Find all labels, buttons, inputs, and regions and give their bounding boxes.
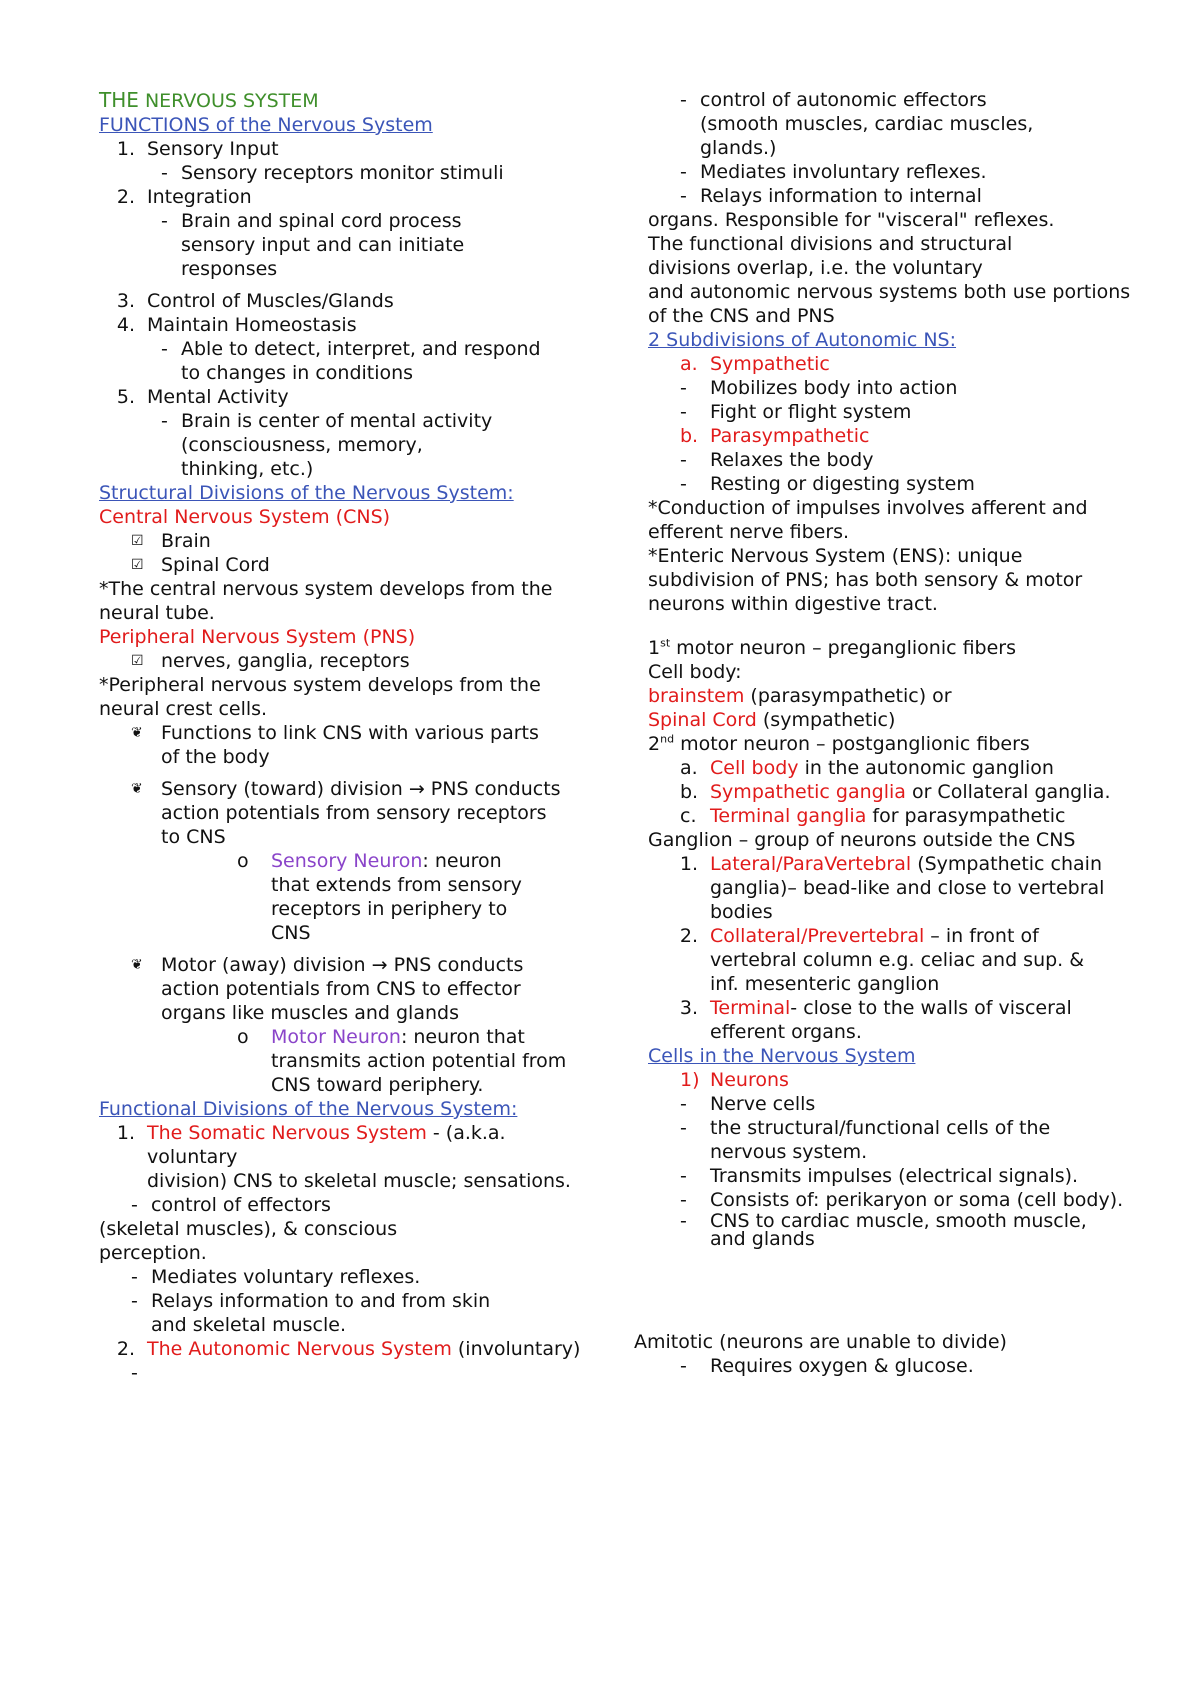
neuron-item: - Transmits impulses (electrical signals).	[680, 1165, 1079, 1187]
sympathetic-heading: a. Sympathetic	[680, 353, 830, 375]
pns-heading: Peripheral Nervous System (PNS)	[99, 626, 416, 648]
motor-division-item: ❦ Motor (away) division → PNS conducts action potentials from CNS to effector organs like muscles and glands	[131, 954, 524, 1024]
neuron-item: - Consists of: perikaryon or soma (cell body).	[680, 1189, 1124, 1211]
functions-heading: FUNCTIONS of the Nervous System	[99, 114, 433, 136]
function-item: 1. Sensory Input	[116, 138, 279, 160]
function-sub-item: - Able to detect, interpret, and respond to changes in conditions	[161, 338, 541, 384]
cells-heading: Cells in the Nervous System	[648, 1045, 916, 1067]
autonomic-cont: organs. Responsible for "visceral" reflexes.	[648, 209, 1055, 231]
sensory-division-item: ❦ Sensory (toward) division → PNS conducts action potentials from sensory receptors to CNS	[131, 778, 561, 848]
function-item: 2. Integration	[116, 186, 252, 208]
bullet-icon: ❦	[131, 781, 143, 797]
enteric-note: *Enteric Nervous System (ENS): unique subdivision of PNS; has both sensory & motor neurons within digestive tract.	[648, 545, 1083, 615]
function-item: 5. Mental Activity	[116, 386, 289, 408]
page-title	[99, 88, 589, 113]
autonomic-sub-item: - control of autonomic effectors (smooth muscles, cardiac muscles, glands.)	[680, 89, 1034, 159]
ganglion-definition: Ganglion – group of neurons outside the CNS	[648, 829, 1076, 851]
cell-body-label: Cell body:	[648, 661, 742, 683]
motor-neuron-term: Motor Neuron	[271, 1026, 401, 1048]
title-the: THE	[99, 88, 139, 112]
parasympathetic-heading: b. Parasympathetic	[680, 425, 870, 447]
left-column	[99, 88, 589, 1385]
motor-neuron-item: o Motor Neuron: neuron that transmits action potential from CNS toward periphery.	[237, 1026, 567, 1096]
sympathetic-item: - Mobilizes body into action	[680, 377, 958, 399]
pns-item: ☑ nerves, ganglia, receptors	[131, 650, 410, 672]
functional-heading: Functional Divisions of the Nervous System:	[99, 1098, 518, 1120]
functions-list	[99, 137, 589, 481]
somatic-line2: division) CNS to skeletal muscle; sensations.	[147, 1170, 571, 1192]
checkbox-icon: ☑	[131, 533, 144, 549]
neurons-heading: 1) Neurons	[680, 1069, 789, 1091]
overlap-text-2: and autonomic nervous systems both use portions of the CNS and PNS	[648, 281, 1131, 327]
checkbox-icon: ☑	[131, 557, 144, 573]
bullet-icon: ❦	[131, 957, 143, 973]
first-motor-neuron: 1st motor neuron – preganglionic fibers	[648, 636, 1017, 659]
function-sub-item: - Brain and spinal cord process sensory input and can initiate responses	[161, 210, 465, 280]
sensory-neuron-term: Sensory Neuron	[271, 850, 423, 872]
spinal-cord-line: Spinal Cord (sympathetic)	[648, 709, 896, 731]
pns-note: *Peripheral nervous system develops from the neural crest cells.	[99, 674, 541, 720]
subdivisions-heading: 2 Subdivisions of Autonomic NS:	[648, 329, 957, 351]
function-item: 3. Control of Muscles/Glands	[116, 290, 394, 312]
checkbox-icon: ☑	[131, 653, 144, 669]
pns-function-item: ❦ Functions to link CNS with various parts of the body	[131, 722, 539, 768]
title-rest: NERVOUS SYSTEM	[144, 90, 319, 112]
somatic-term: The Somatic Nervous System	[147, 1122, 427, 1144]
cns-item: ☑ Brain	[131, 530, 211, 552]
right-column	[634, 88, 1148, 1378]
second-motor-item: a. Cell body in the autonomic ganglion	[680, 757, 1054, 779]
somatic-cont: (skeletal muscles), & conscious perception.	[99, 1218, 398, 1264]
bullet-icon: ❦	[131, 725, 143, 741]
overlap-text-1: The functional divisions and structural divisions overlap, i.e. the voluntary	[648, 233, 1013, 279]
parasympathetic-item: - Relaxes the body	[680, 449, 874, 471]
autonomic-sub-item: - Mediates involuntary reflexes.	[680, 161, 987, 183]
circle-bullet-icon: o	[237, 1026, 249, 1048]
autonomic-term: The Autonomic Nervous System	[147, 1338, 452, 1360]
function-sub-item: - Brain is center of mental activity (consciousness, memory, thinking, etc.)	[161, 410, 493, 480]
cns-item: ☑ Spinal Cord	[131, 554, 270, 576]
somatic-sub-item: - control of effectors	[131, 1194, 331, 1216]
autonomic-sub-item: - Relays information to internal	[680, 185, 982, 207]
sympathetic-item: - Fight or flight system	[680, 401, 912, 423]
function-sub-item: - Sensory receptors monitor stimuli	[161, 162, 504, 184]
structural-heading: Structural Divisions of the Nervous System:	[99, 482, 514, 504]
neuron-item: - CNS to cardiac muscle, smooth muscle, and glands	[680, 1210, 1087, 1250]
ganglia-type-item: 2. Collateral/Prevertebral – in front of vertebral column e.g. celiac and sup. & inf. mesenteric ganglion	[679, 925, 1085, 995]
ganglia-type-item: 3. Terminal- close to the walls of visceral efferent organs.	[679, 997, 1072, 1043]
somatic-sub-item: - Relays information to and from skin and skeletal muscle.	[131, 1290, 491, 1336]
neuron-item: - Nerve cells	[680, 1093, 816, 1115]
neuron-item: - the structural/functional cells of the nervous system.	[680, 1117, 1051, 1163]
somatic-sub-item: - Mediates voluntary reflexes.	[131, 1266, 421, 1288]
sensory-neuron-item: o Sensory Neuron: neuron that extends from sensory receptors in periphery to CNS	[237, 850, 522, 944]
second-motor-neuron: 2nd motor neuron – postganglionic fibers	[648, 732, 1030, 755]
circle-bullet-icon: o	[237, 850, 249, 872]
second-motor-item: c. Terminal ganglia for parasympathetic	[680, 805, 1066, 827]
amitotic-text: Amitotic (neurons are unable to divide)	[634, 1331, 1007, 1353]
cns-note: *The central nervous system develops from the neural tube.	[99, 578, 553, 624]
autonomic-dash: -	[131, 1362, 138, 1384]
second-motor-item: b. Sympathetic ganglia or Collateral ganglia.	[680, 781, 1111, 803]
function-item: 4. Maintain Homeostasis	[116, 314, 357, 336]
amitotic-sub-item: - Requires oxygen & glucose.	[680, 1355, 974, 1377]
conduction-note: *Conduction of impulses involves afferent and efferent nerve fibers.	[648, 497, 1088, 543]
autonomic-item: 2. The Autonomic Nervous System (involuntary)	[116, 1338, 581, 1360]
brainstem-line: brainstem (parasympathetic) or	[648, 685, 952, 707]
cns-heading: Central Nervous System (CNS)	[99, 506, 391, 528]
ganglia-type-item: 1. Lateral/ParaVertebral (Sympathetic chain ganglia)– bead-like and close to vertebral bodies	[679, 853, 1105, 923]
parasympathetic-item: - Resting or digesting system	[680, 473, 975, 495]
somatic-item: 1. The Somatic Nervous System - (a.k.a. voluntary	[116, 1122, 506, 1168]
